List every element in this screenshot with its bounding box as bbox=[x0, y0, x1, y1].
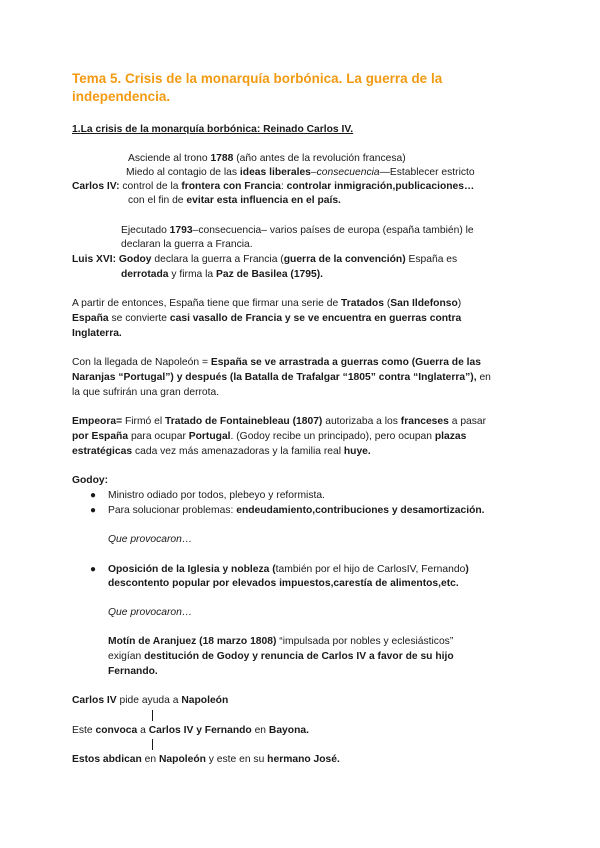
carlos-line-3: Carlos IV: control de la frontera con Francia: controlar inmigración,publicaciones… bbox=[72, 181, 475, 192]
napoleon-line-2: Naranjas “Portugal”) y después (la Batalla de Trafalgar “1805” contra “Inglaterra”), en bbox=[72, 372, 491, 383]
godoy-bullet-3-continued: descontento popular por elevados impuestos,carestía de alimentos,etc. bbox=[108, 578, 459, 589]
godoy-bullet-3: Oposición de la Iglesia y nobleza (también por el hijo de CarlosIV, Fernando) bbox=[108, 564, 469, 575]
godoy-heading: Godoy: bbox=[72, 475, 109, 486]
bullet-icon: ● bbox=[90, 490, 97, 501]
final-line-1: Carlos IV pide ayuda a Napoleón bbox=[72, 695, 229, 706]
tratados-line-3: Inglaterra. bbox=[72, 328, 122, 339]
luis-line-1: Ejecutado 1793–consecuencia– varios países de europa (españa también) le bbox=[121, 225, 474, 236]
napoleon-line-3: la que sufrirán una gran derrota. bbox=[72, 387, 220, 398]
empeora-line-1: Empeora= Firmó el Tratado de Fontainebleau (1807) autorizaba a los franceses a pasar bbox=[72, 416, 487, 427]
section-heading bbox=[72, 123, 353, 136]
tratados-line-1: A partir de entonces, España tiene que firmar una serie de Tratados (San Ildefonso) bbox=[72, 298, 462, 309]
section-heading-text: 1.La crisis de la monarquía borbónica: Reinado Carlos IV. bbox=[72, 124, 354, 135]
carlos-line-1: Asciende al trono 1788 (año antes de la revolución francesa) bbox=[128, 153, 406, 164]
final-line-3: Estos abdican en Napoleón y este en su hermano José. bbox=[72, 754, 340, 765]
luis-line-4: derrotada y firma la Paz de Basilea (1795). bbox=[121, 269, 324, 280]
godoy-bullet-1: Ministro odiado por todos, plebeyo y reformista. bbox=[108, 490, 325, 501]
final-line-2: Este convoca a Carlos IV y Fernando en Bayona. bbox=[72, 725, 309, 736]
bullet-icon: ● bbox=[90, 564, 97, 575]
sequence-connector bbox=[152, 739, 153, 750]
carlos-line-2: Miedo al contagio de las ideas liberales–consecuencia—Establecer estricto bbox=[126, 167, 475, 178]
luis-line-2: declaran la guerra a Francia. bbox=[121, 239, 253, 250]
que-provocaron-2: Que provocaron… bbox=[108, 607, 193, 618]
carlos-line-4: con el fin de evitar esta influencia en el país. bbox=[128, 195, 341, 206]
document-title: Tema 5. Crisis de la monarquía borbónica. La guerra de la bbox=[72, 71, 443, 86]
sequence-connector bbox=[152, 710, 153, 721]
empeora-line-2: por España para ocupar Portugal. (Godoy recibe un principado), pero ocupan plazas bbox=[72, 431, 467, 442]
luis-line-3: Luis XVI: Godoy declara la guerra a Francia (guerra de la convención) España es bbox=[72, 254, 458, 265]
motin-line-2: exigían destitución de Godoy y renuncia de Carlos IV a favor de su hijo bbox=[108, 651, 454, 662]
napoleon-line-1: Con la llegada de Napoleón = España se ve arrastrada a guerras como (Guerra de las bbox=[72, 357, 481, 368]
document-title-continued: independencia. bbox=[72, 89, 171, 104]
empeora-line-3: estratégicas cada vez más amenazadoras y la familia real huye. bbox=[72, 446, 371, 457]
bullet-icon: ● bbox=[90, 505, 97, 516]
tratados-line-2: España se convierte casi vasallo de Francia y se ve encuentra en guerras contra bbox=[72, 313, 462, 324]
motin-line-1: Motín de Aranjuez (18 marzo 1808) “impulsada por nobles y eclesiásticos” bbox=[108, 636, 454, 647]
que-provocaron-1: Que provocaron… bbox=[108, 534, 193, 545]
motin-line-3: Fernando. bbox=[108, 666, 158, 677]
godoy-bullet-2: Para solucionar problemas: endeudamiento,contribuciones y desamortización. bbox=[108, 505, 485, 516]
